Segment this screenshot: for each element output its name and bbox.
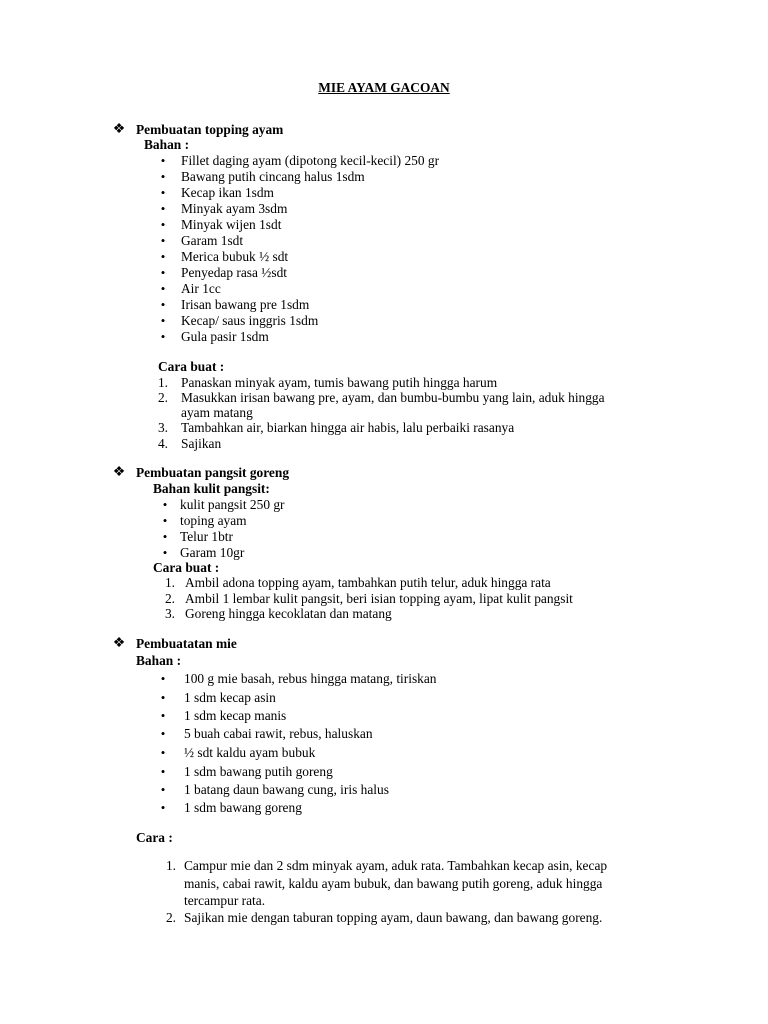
bullet-icon: • — [160, 800, 166, 815]
step-number: 2. — [164, 591, 175, 606]
cara-label: Cara : — [136, 830, 173, 845]
list-item: Telur 1btr — [180, 529, 233, 544]
cara-label: Cara buat : — [153, 560, 220, 575]
step-number: 1. — [157, 375, 168, 390]
bullet-icon: • — [160, 297, 166, 312]
bullet-icon: • — [160, 313, 166, 328]
bahan-label: Bahan : — [136, 653, 182, 668]
step-item: Campur mie dan 2 sdm minyak ayam, aduk rata. Tambahkan kecap asin, kecap — [184, 858, 608, 873]
list-item: kulit pangsit 250 gr — [180, 497, 285, 512]
list-item: Kecap/ saus inggris 1sdm — [181, 313, 319, 328]
bullet-icon: • — [160, 671, 166, 686]
step-number: 1. — [165, 858, 176, 873]
bahan-label: Bahan kulit pangsit: — [153, 481, 270, 496]
diamond-bullet-icon: ❖ — [112, 465, 126, 480]
bullet-icon: • — [160, 169, 166, 184]
list-item: Kecap ikan 1sdm — [181, 185, 274, 200]
bullet-icon: • — [160, 329, 166, 344]
step-item: Goreng hingga kecoklatan dan matang — [185, 606, 392, 621]
bullet-icon: • — [162, 513, 168, 528]
list-item: 1 sdm bawang goreng — [184, 800, 302, 815]
bullet-icon: • — [162, 529, 168, 544]
bullet-icon: • — [160, 185, 166, 200]
list-item: Gula pasir 1sdm — [181, 329, 269, 344]
list-item: Garam 10gr — [180, 545, 245, 560]
bullet-icon: • — [160, 201, 166, 216]
step-number: 2. — [165, 910, 176, 925]
bullet-icon: • — [160, 249, 166, 264]
list-item: 5 buah cabai rawit, rebus, haluskan — [184, 726, 373, 741]
list-item: ½ sdt kaldu ayam bubuk — [184, 745, 316, 760]
list-item: toping ayam — [180, 513, 247, 528]
diamond-bullet-icon: ❖ — [112, 122, 126, 137]
list-item: Garam 1sdt — [181, 233, 244, 248]
section-heading-topping: Pembuatan topping ayam — [136, 122, 284, 137]
list-item: Bawang putih cincang halus 1sdm — [181, 169, 365, 184]
bullet-icon: • — [162, 497, 168, 512]
step-number: 3. — [164, 606, 175, 621]
bullet-icon: • — [162, 545, 168, 560]
list-item: Air 1cc — [181, 281, 221, 296]
list-item: 100 g mie basah, rebus hingga matang, tiriskan — [184, 671, 437, 686]
bullet-icon: • — [160, 217, 166, 232]
step-item: Tambahkan air, biarkan hingga air habis, lalu perbaiki rasanya — [181, 420, 515, 435]
list-item: 1 sdm bawang putih goreng — [184, 764, 333, 779]
step-item: Ambil 1 lembar kulit pangsit, beri isian topping ayam, lipat kulit pangsit — [185, 591, 573, 606]
bullet-icon: • — [160, 782, 166, 797]
step-item-continued: tercampur rata. — [184, 893, 266, 908]
step-item: Panaskan minyak ayam, tumis bawang putih hingga harum — [181, 375, 498, 390]
list-item: 1 sdm kecap manis — [184, 708, 287, 723]
step-number: 1. — [164, 575, 175, 590]
list-item: Penyedap rasa ½sdt — [181, 265, 287, 280]
list-item: Merica bubuk ½ sdt — [181, 249, 289, 264]
step-item: Masukkan irisan bawang pre, ayam, dan bumbu-bumbu yang lain, aduk hingga — [181, 390, 605, 405]
section-heading-mie: Pembuatatan mie — [136, 636, 237, 651]
bullet-icon: • — [160, 764, 166, 779]
bullet-icon: • — [160, 233, 166, 248]
list-item: Minyak wijen 1sdt — [181, 217, 282, 232]
cara-label: Cara buat : — [158, 359, 225, 374]
bullet-icon: • — [160, 281, 166, 296]
document-title: MIE AYAM GACOAN — [318, 80, 450, 95]
diamond-bullet-icon: ❖ — [112, 636, 126, 651]
step-item: Ambil adona topping ayam, tambahkan putih telur, aduk hingga rata — [185, 575, 551, 590]
step-item: Sajikan mie dengan taburan topping ayam, daun bawang, dan bawang goreng. — [184, 910, 603, 925]
bullet-icon: • — [160, 726, 166, 741]
bullet-icon: • — [160, 690, 166, 705]
step-number: 2. — [157, 390, 168, 405]
bullet-icon: • — [160, 745, 166, 760]
step-item-continued: ayam matang — [181, 405, 253, 420]
bullet-icon: • — [160, 153, 166, 168]
list-item: Irisan bawang pre 1sdm — [181, 297, 310, 312]
list-item: 1 sdm kecap asin — [184, 690, 276, 705]
list-item: Minyak ayam 3sdm — [181, 201, 288, 216]
step-item-continued: manis, cabai rawit, kaldu ayam bubuk, dan bawang putih goreng, aduk hingga — [184, 876, 603, 891]
bahan-label: Bahan : — [144, 137, 190, 152]
list-item: Fillet daging ayam (dipotong kecil-kecil) 250 gr — [181, 153, 440, 168]
step-number: 4. — [157, 436, 168, 451]
step-item: Sajikan — [181, 436, 222, 451]
step-number: 3. — [157, 420, 168, 435]
section-heading-pangsit: Pembuatan pangsit goreng — [136, 465, 290, 480]
list-item: 1 batang daun bawang cung, iris halus — [184, 782, 389, 797]
bullet-icon: • — [160, 708, 166, 723]
bullet-icon: • — [160, 265, 166, 280]
